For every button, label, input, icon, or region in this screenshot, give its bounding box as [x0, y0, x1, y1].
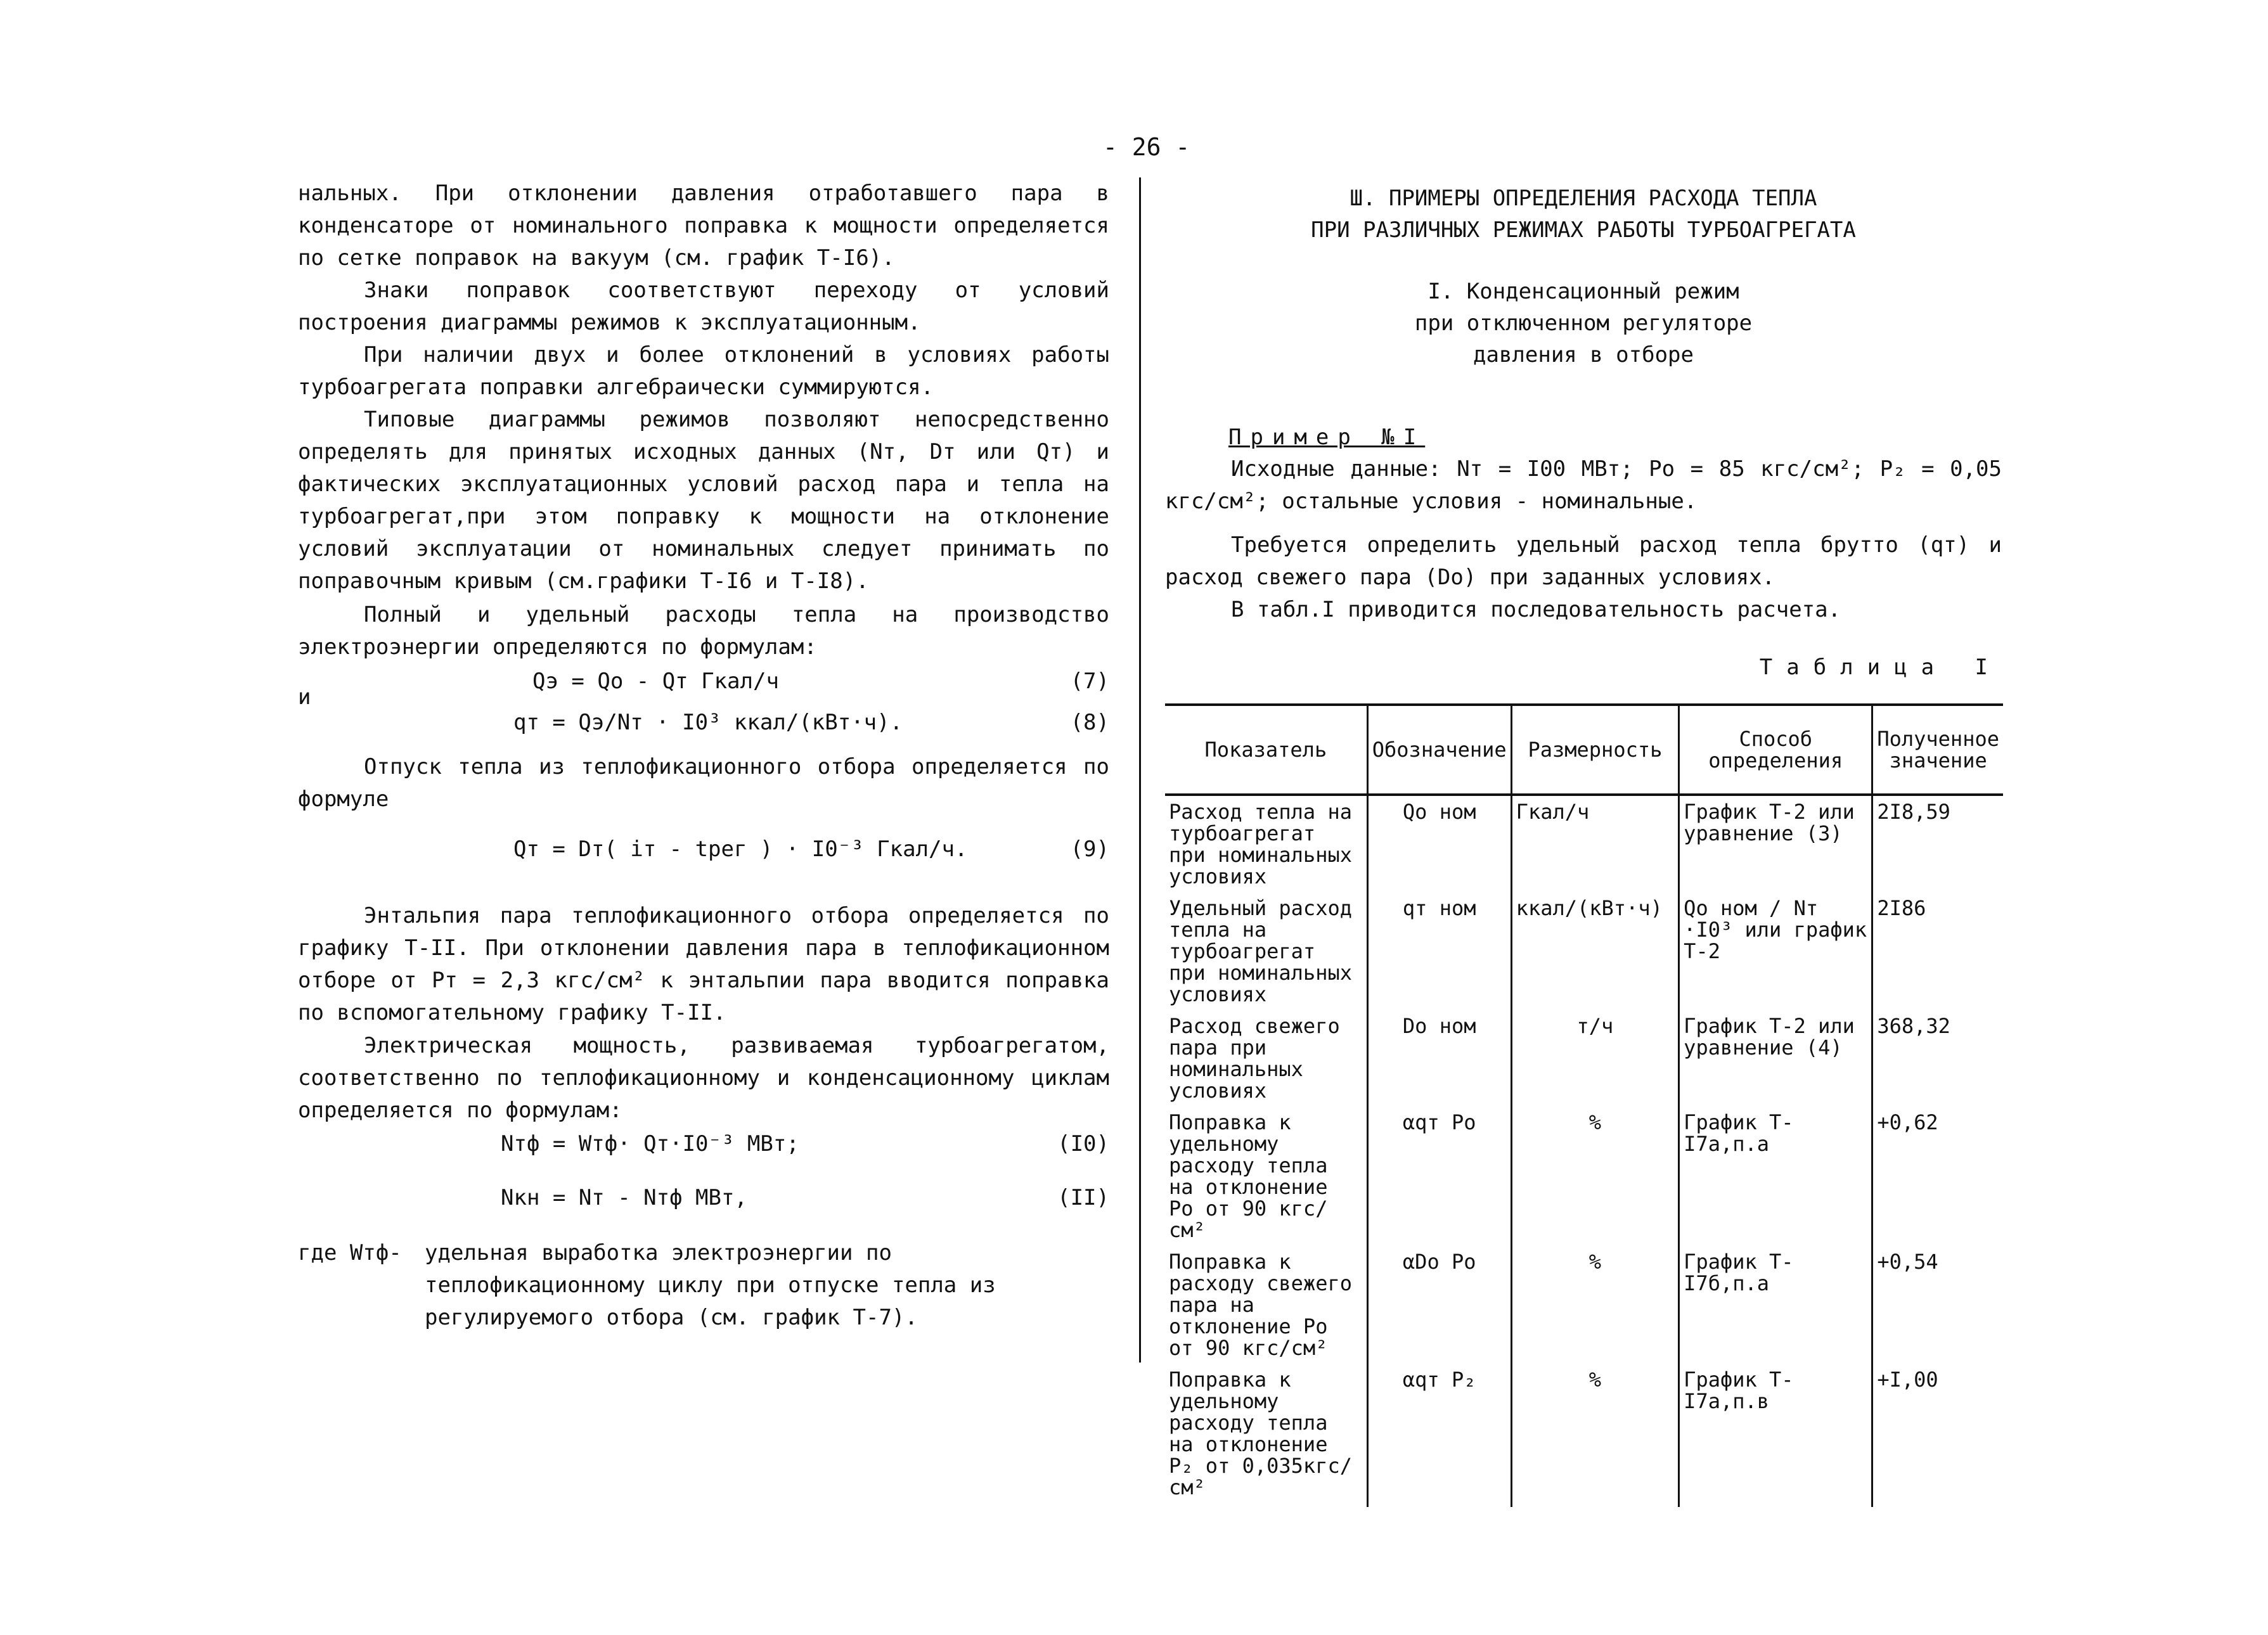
table-cell: Qо ном	[1367, 795, 1511, 892]
table-cell: т/ч	[1511, 1010, 1679, 1106]
data-table	[1165, 703, 2003, 1507]
paragraph: Отпуск тепла из теплофикационного отбора определяется по формуле	[298, 754, 1109, 812]
table-cell: ккал/(кВт·ч)	[1511, 892, 1679, 1010]
paragraph: Типовые диаграммы режимов позволяют непосредственно определять для принятых исходных данных (Nт, Dт или Qт) и фактических эксплуатационных условий расход пара и тепла на турбоагрегат,при этом поправку к мощности на отклонение условий эксплуатации от номинальных следует принимать по поправочным кривым (см.графики Т-I6 и Т-I8).	[298, 407, 1109, 594]
where-text: удельная выработка электроэнергии по теплофикационному циклу при отпуске тепла из регулируемого отбора (см. график Т-7).	[425, 1240, 996, 1330]
table-reference: В табл.I приводится последовательность расчета.	[1231, 597, 1841, 622]
table-row	[1165, 1010, 2003, 1106]
table-header-row	[1165, 705, 2003, 795]
task-statement: Требуется определить удельный расход тепла брутто (qт) и расход свежего пара (Dо) при заданных условиях.	[1165, 532, 2002, 590]
table-cell: %	[1511, 1106, 1679, 1246]
table-row	[1165, 795, 2003, 892]
formula-number: (I0)	[1057, 1131, 1109, 1157]
section-title-line: Ш. ПРИМЕРЫ ОПРЕДЕЛЕНИЯ РАСХОДА ТЕПЛА	[1350, 186, 1817, 211]
table-cell: 2I86	[1872, 892, 2003, 1010]
table-header: Полученное значение	[1872, 705, 2003, 795]
subsection-line: при отключенном регуляторе	[1414, 311, 1753, 336]
formula-7	[298, 665, 1109, 703]
paragraph: Полный и удельный расходы тепла на производство электроэнергии определяются по формулам:	[298, 602, 1109, 660]
table-cell: +I,00	[1872, 1364, 2003, 1507]
table-cell: 368,32	[1872, 1010, 2003, 1106]
paragraph: Энтальпия пара теплофикационного отбора определяется по графику Т-II. При отклонении давления пара в теплофикационном отборе от Pт = 2,3 кгс/см² к энтальпии пара вводится поправка по вспомогательному графику Т-II.	[298, 903, 1109, 1025]
page-number: - 26 -	[1103, 133, 1190, 161]
formula-9	[298, 833, 1109, 871]
example-label-text: Пример №I	[1228, 425, 1426, 450]
table-cell: αDо Pо	[1367, 1246, 1511, 1364]
formula-8	[298, 707, 1109, 745]
formula-number: (II)	[1057, 1185, 1109, 1210]
table-header: Обозначение	[1367, 705, 1511, 795]
paragraph: Электрическая мощность, развиваемая турбоагрегатом, соответственно по теплофикационному и конденсационному циклам определяется по формулам:	[298, 1033, 1109, 1123]
table-cell: Поправка к удельному расходу тепла на отклонение Pо от 90 кгс/см²	[1169, 1110, 1328, 1242]
formula-expression: Qэ = Qо - Qт Гкал/ч	[532, 669, 779, 694]
where-label: где Wтф-	[298, 1240, 402, 1266]
formula-expression: qт = Qэ/Nт · I0³ ккал/(кВт·ч).	[513, 710, 903, 735]
table-cell: Расход тепла на турбоагрегат при номинальных условиях	[1169, 800, 1352, 888]
initial-data: Исходные данные: Nт = I00 МВт; Pо = 85 кгс/см²; P₂ = 0,05 кгс/см²; остальные условия - номинальные.	[1165, 456, 2002, 514]
formula-expression: Nтф = Wтф· Qт·I0⁻³ МВт;	[501, 1131, 799, 1157]
table-cell: График Т-2 или уравнение (4)	[1679, 1010, 1872, 1106]
subsection-title	[1165, 276, 2002, 371]
table-cell: Dо ном	[1367, 1010, 1511, 1106]
subsection-line: давления в отборе	[1473, 342, 1694, 368]
table-cell: αqт P₂	[1367, 1364, 1511, 1507]
formula-expression: Nкн = Nт - Nтф МВт,	[501, 1185, 747, 1210]
table-row	[1165, 1364, 2003, 1507]
formula-number: (7)	[1070, 669, 1109, 694]
table-cell: График Т-2 или уравнение (3)	[1679, 795, 1872, 892]
table-cell: График Т-I7б,п.а	[1679, 1246, 1872, 1364]
paragraph: При наличии двух и более отклонений в условиях работы турбоагрегата поправки алгебраически суммируются.	[298, 342, 1109, 400]
table-cell: %	[1511, 1364, 1679, 1507]
formula-number: (9)	[1070, 837, 1109, 862]
table-cell: Расход свежего пара при номинальных условиях	[1169, 1014, 1340, 1103]
paragraph: Знаки поправок соответствуют переходу от условий построения диаграммы режимов к эксплуатационным.	[298, 278, 1109, 335]
table-header: Размерность	[1511, 705, 1679, 795]
table-cell: Удельный расход тепла на турбоагрегат при номинальных условиях	[1169, 896, 1352, 1006]
table-cell: График Т-I7а,п.а	[1679, 1106, 1872, 1246]
table-cell: Поправка к расходу свежего пара на отклонение Pо от 90 кгс/см²	[1169, 1250, 1352, 1360]
formula-11	[298, 1182, 1109, 1220]
table-cell: 2I8,59	[1872, 795, 2003, 892]
table-header: Способ определения	[1679, 705, 1872, 795]
formula-expression: Qт = Dт( iт - tрег ) · I0⁻³ Гкал/ч.	[513, 837, 968, 862]
table-cell: αqт Pо	[1367, 1106, 1511, 1246]
table-cell: qт ном	[1367, 892, 1511, 1010]
example-label	[1228, 421, 1425, 454]
table-cell: График Т-I7а,п.в	[1679, 1364, 1872, 1507]
section-title	[1165, 183, 2002, 246]
subsection-line: I. Конденсационный режим	[1427, 279, 1739, 304]
table-cell: Поправка к удельному расходу тепла на отклонение P₂ от 0,035кгс/см²	[1169, 1368, 1352, 1499]
conjunction: и	[298, 684, 311, 710]
table-header: Показатель	[1165, 705, 1367, 795]
table-row	[1165, 1106, 2003, 1246]
table-row	[1165, 892, 2003, 1010]
table-cell: +0,54	[1872, 1246, 2003, 1364]
table-cell: Qо ном / Nт ·I0³ или график Т-2	[1679, 892, 1872, 1010]
table-cell: %	[1511, 1246, 1679, 1364]
section-title-line: ПРИ РАЗЛИЧНЫХ РЕЖИМАХ РАБОТЫ ТУРБОАГРЕГАТА	[1311, 217, 1856, 243]
table-row	[1165, 1246, 2003, 1364]
table-label: Таблица I	[1759, 655, 2002, 680]
paragraph: нальных. При отклонении давления отработавшего пара в конденсаторе от номинального поправка к мощности определяется по сетке поправок на вакуум (см. график Т-I6).	[298, 181, 1109, 271]
table-cell: Гкал/ч	[1511, 795, 1679, 892]
table-cell: +0,62	[1872, 1106, 2003, 1246]
formula-10	[298, 1128, 1109, 1166]
column-divider	[1139, 177, 1141, 1362]
formula-number: (8)	[1070, 710, 1109, 735]
